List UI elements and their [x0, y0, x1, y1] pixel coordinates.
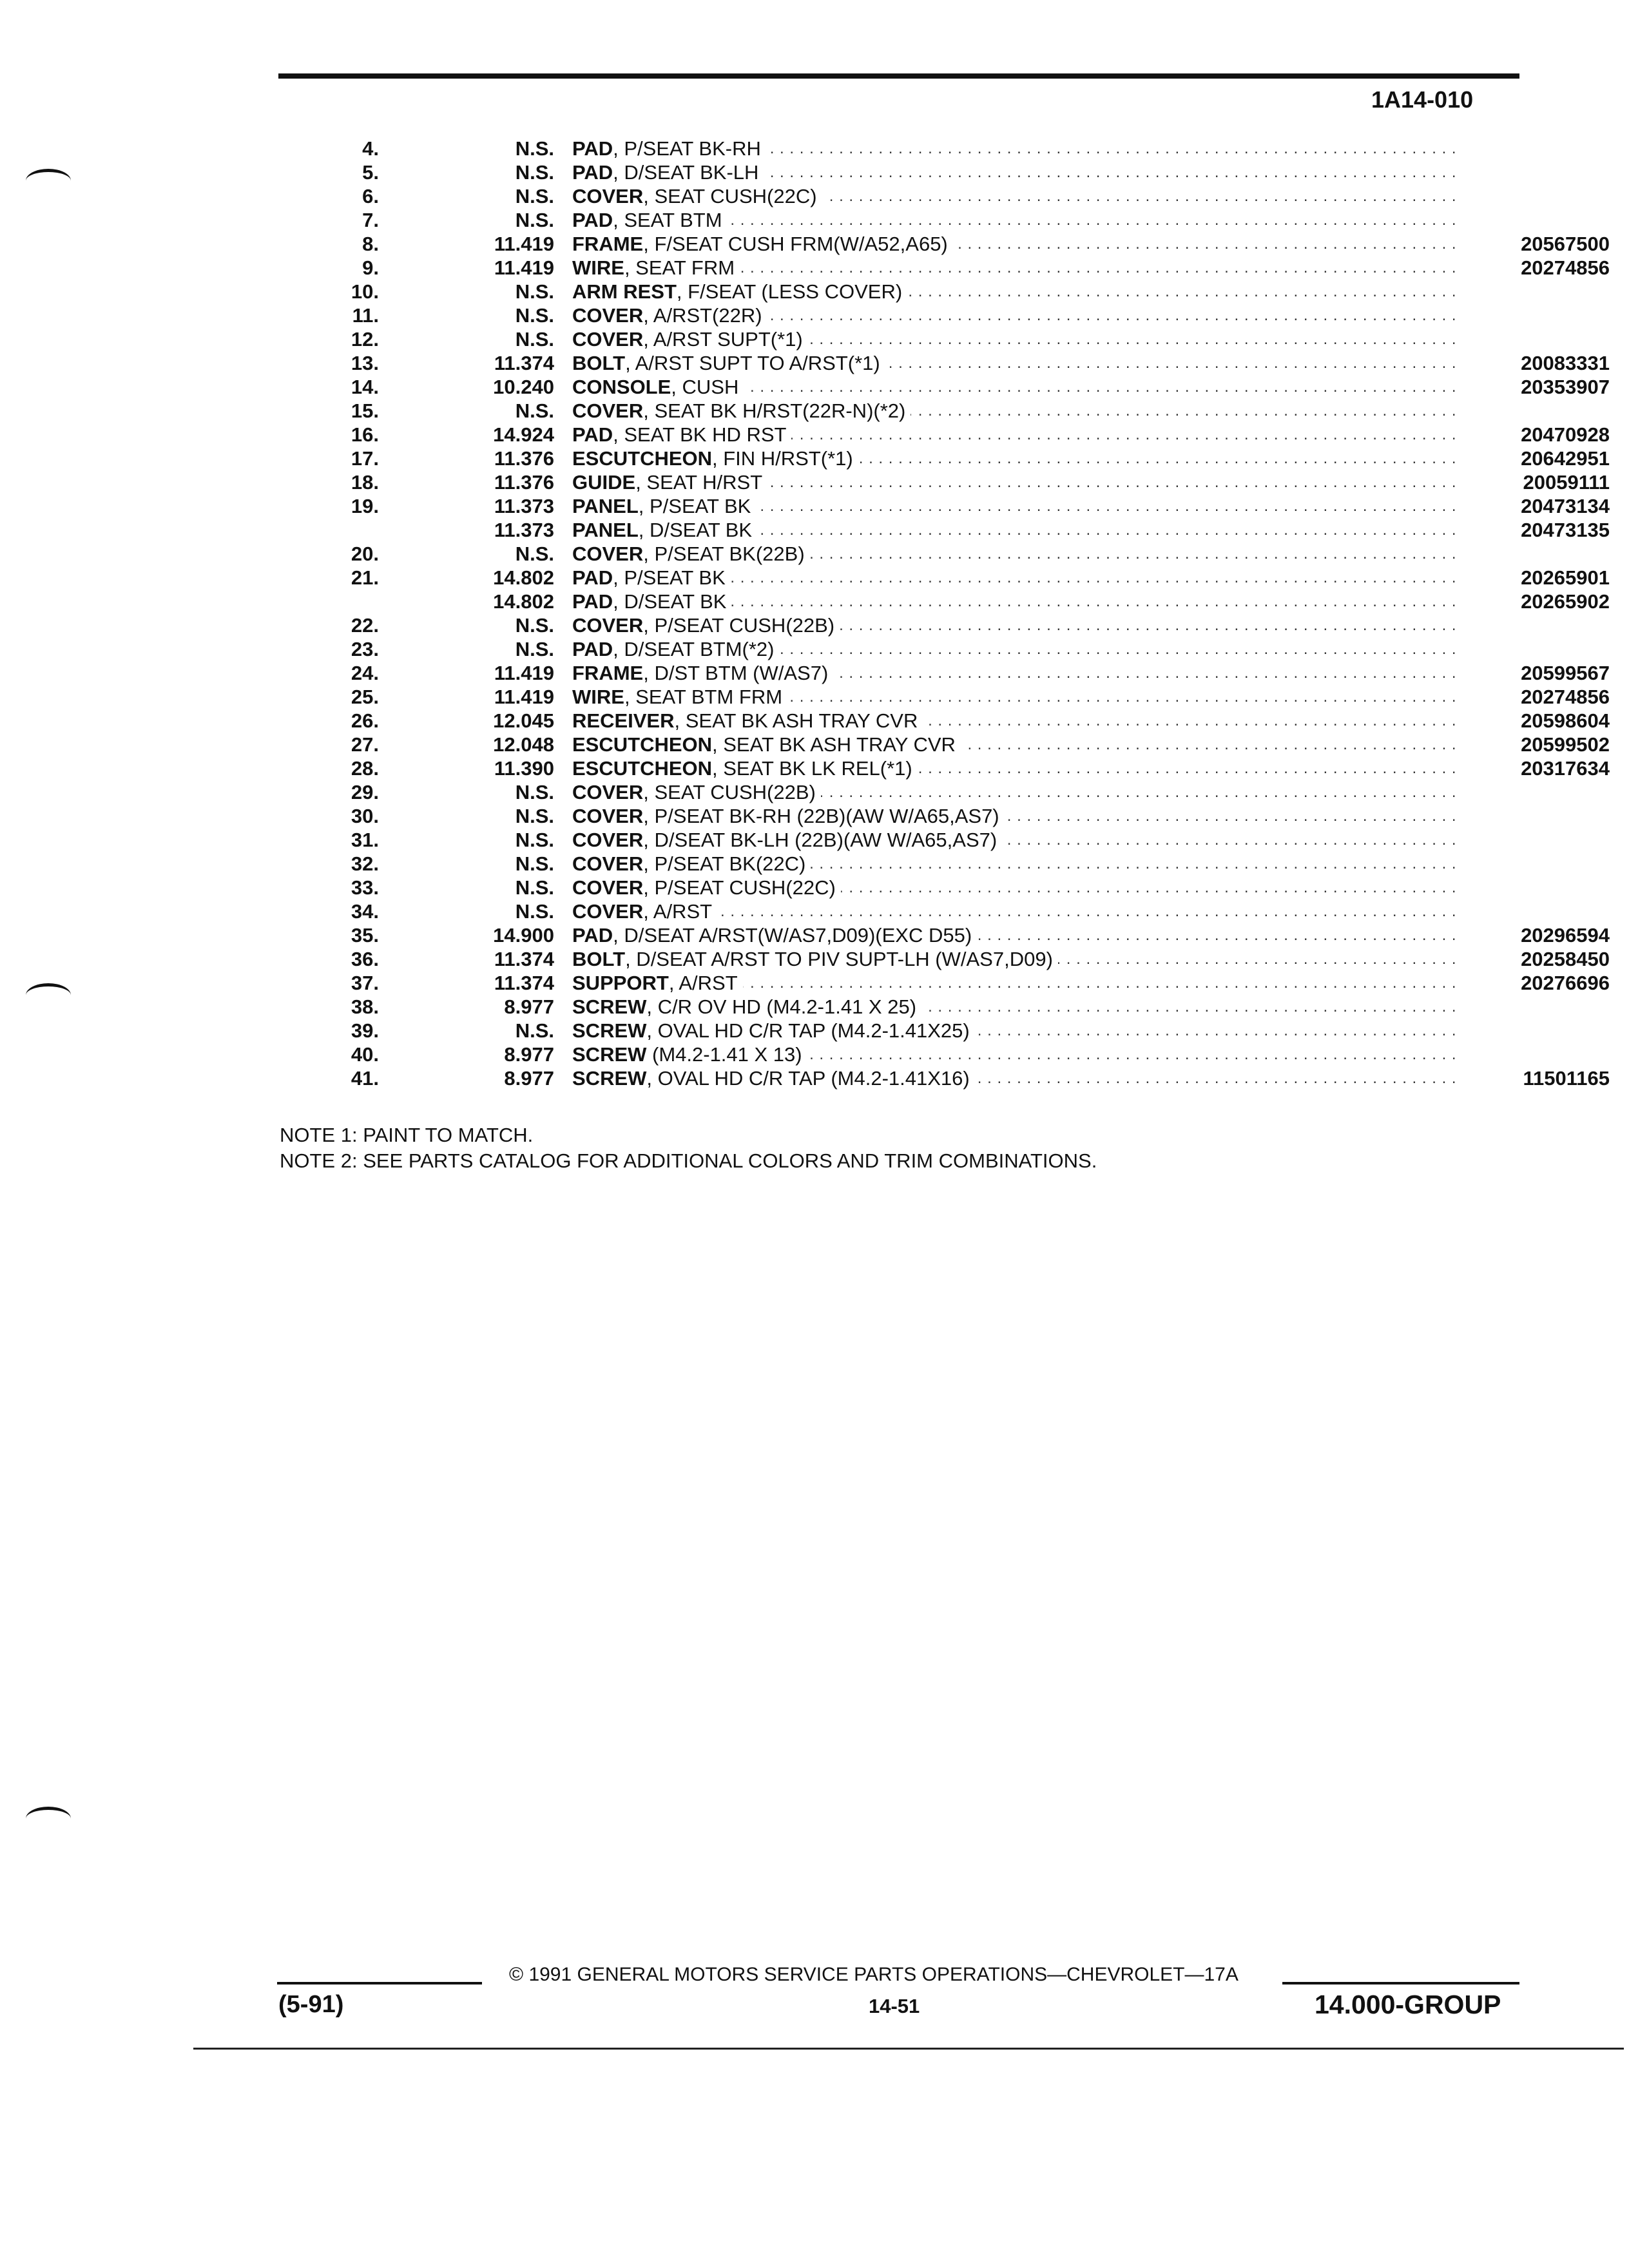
item-number: 37. [351, 972, 379, 994]
part-description [572, 733, 1461, 756]
part-description [572, 828, 1461, 852]
part-description [572, 184, 1461, 208]
part-detail: , SEAT H/RST [635, 471, 763, 494]
part-number: 20599502 [1521, 733, 1610, 756]
group-number: 8.977 [504, 995, 554, 1018]
date-code: (5-91) [278, 1991, 344, 2018]
part-name: PAD [572, 423, 613, 446]
part-detail: , SEAT BK H/RST(22R-N)(*2) [643, 399, 906, 422]
group-number: 12.045 [493, 709, 554, 732]
part-number: 20473134 [1521, 495, 1610, 517]
part-name: SCREW [572, 1067, 647, 1090]
group-number: N.S. [515, 638, 554, 660]
part-detail: , A/RST [643, 900, 713, 923]
part-number: 20598604 [1521, 709, 1610, 732]
part-number: 20353907 [1521, 376, 1610, 398]
footer-rule-right [1282, 1982, 1519, 1984]
part-row [303, 804, 1527, 828]
item-number: 16. [351, 423, 379, 446]
part-detail: , OVAL HD C/R TAP (M4.2-1.41X25) [646, 1019, 970, 1042]
item-number: 8. [362, 233, 379, 255]
part-name: ESCUTCHEON [572, 757, 713, 780]
part-number: 20265902 [1521, 590, 1610, 613]
part-number: 20265901 [1521, 566, 1610, 589]
part-description [572, 1019, 1461, 1043]
item-number: 35. [351, 924, 379, 947]
part-row [303, 1019, 1527, 1043]
item-number: 11. [352, 304, 379, 327]
part-row [303, 852, 1527, 876]
part-description [572, 375, 1461, 399]
item-number: 36. [351, 948, 379, 970]
part-detail: , A/RST(22R) [643, 304, 762, 327]
part-detail: , P/SEAT CUSH(22C) [643, 876, 836, 899]
item-number: 10. [351, 280, 379, 303]
part-name: ESCUTCHEON [572, 733, 713, 756]
part-number: 20276696 [1521, 972, 1610, 994]
group-number: 14.802 [493, 566, 554, 589]
part-description [572, 685, 1461, 709]
binder-hole-mark [26, 1807, 71, 1831]
part-row [303, 232, 1610, 256]
part-description [572, 852, 1461, 876]
item-number: 27. [351, 733, 379, 756]
part-number: 11501165 [1523, 1067, 1610, 1090]
part-name: PAD [572, 566, 613, 589]
part-row [303, 590, 1610, 613]
part-description [572, 923, 1461, 947]
part-name: CONSOLE [572, 376, 671, 398]
part-row [303, 828, 1527, 852]
part-name: COVER [572, 328, 644, 351]
part-row [303, 613, 1527, 637]
part-row [303, 899, 1527, 923]
part-detail: , A/RST SUPT(*1) [643, 328, 803, 351]
item-number: 32. [351, 852, 379, 875]
part-description [572, 494, 1461, 518]
item-number: 38. [351, 995, 379, 1018]
part-row [303, 661, 1610, 685]
note-1: NOTE 1: PAINT TO MATCH. [280, 1124, 534, 1146]
part-row [303, 923, 1610, 947]
part-name: COVER [572, 900, 644, 923]
part-description [572, 661, 1461, 685]
item-number: 12. [351, 328, 379, 351]
part-detail: , D/SEAT BK-LH [613, 161, 759, 184]
item-number: 6. [362, 185, 379, 207]
part-detail: , SEAT BK LK REL(*1) [712, 757, 912, 780]
part-name: FRAME [572, 662, 644, 684]
group-number: 11.419 [494, 686, 554, 708]
part-name: PAD [572, 590, 613, 613]
part-description [572, 518, 1461, 542]
part-name: COVER [572, 852, 644, 875]
bottom-rule [193, 2048, 1624, 2050]
group-number: 14.802 [493, 590, 554, 613]
part-row [303, 160, 1527, 184]
part-row [303, 733, 1610, 756]
page-id: 1A14-010 [1371, 86, 1474, 113]
item-number: 18. [351, 471, 379, 494]
part-detail: , P/SEAT BK [613, 566, 726, 589]
part-detail: , SEAT CUSH(22C) [643, 185, 817, 207]
part-number: 20258450 [1521, 948, 1610, 970]
part-detail: , P/SEAT BK-RH (22B)(AW W/A65,AS7) [643, 805, 999, 827]
part-row [303, 566, 1610, 590]
group-number: N.S. [515, 543, 554, 565]
group-number: 11.419 [494, 256, 554, 279]
group-number: 11.419 [494, 662, 554, 684]
part-row [303, 137, 1527, 160]
part-detail: , F/SEAT CUSH FRM(W/A52,A65) [643, 233, 948, 255]
parts-list [303, 137, 1610, 1090]
part-row [303, 542, 1527, 566]
part-description [572, 899, 1461, 923]
part-row [303, 351, 1610, 375]
part-number: 20599567 [1521, 662, 1610, 684]
part-row [303, 1043, 1527, 1066]
part-detail: , P/SEAT BK [638, 495, 751, 517]
part-description [572, 280, 1461, 303]
part-name: WIRE [572, 256, 624, 279]
part-description [572, 351, 1461, 375]
part-name: SCREW [572, 1043, 647, 1066]
part-detail: , A/RST [668, 972, 738, 994]
item-number: 4. [362, 137, 379, 160]
part-row [303, 184, 1527, 208]
part-name: SCREW [572, 995, 647, 1018]
part-detail: , D/SEAT BK-LH (22B)(AW W/A65,AS7) [643, 829, 998, 851]
item-number: 19. [351, 495, 379, 517]
note-2: NOTE 2: SEE PARTS CATALOG FOR ADDITIONAL COLORS AND TRIM COMBINATIONS. [280, 1149, 1097, 1172]
group-number: N.S. [515, 1019, 554, 1042]
part-detail: , D/SEAT BTM(*2) [613, 638, 775, 660]
part-row [303, 756, 1610, 780]
part-description [572, 137, 1461, 160]
part-name: PANEL [572, 495, 639, 517]
part-row [303, 208, 1527, 232]
part-row [303, 447, 1610, 470]
part-description [572, 423, 1461, 447]
part-number: 20059111 [1523, 471, 1610, 494]
part-detail: , SEAT FRM [624, 256, 735, 279]
part-number: 20274856 [1521, 256, 1610, 279]
item-number: 13. [351, 352, 379, 374]
binder-hole-mark [26, 169, 71, 193]
group-number: N.S. [515, 137, 554, 160]
part-detail: (M4.2-1.41 X 13) [646, 1043, 802, 1066]
part-detail: , D/SEAT A/RST(W/AS7,D09)(EXC D55) [613, 924, 972, 947]
group-number: N.S. [515, 399, 554, 422]
part-row [303, 709, 1610, 733]
group-number: 11.374 [494, 948, 554, 970]
part-name: BOLT [572, 352, 626, 374]
part-row [303, 280, 1527, 303]
item-number: 31. [351, 829, 379, 851]
part-row [303, 876, 1527, 899]
part-row [303, 423, 1610, 447]
part-row [303, 780, 1527, 804]
item-number: 9. [362, 256, 379, 279]
group-number: N.S. [515, 852, 554, 875]
part-name: PAD [572, 137, 613, 160]
part-detail: , OVAL HD C/R TAP (M4.2-1.41X16) [646, 1067, 970, 1090]
part-description [572, 470, 1461, 494]
part-description [572, 327, 1461, 351]
group-number: N.S. [515, 280, 554, 303]
part-row [303, 303, 1527, 327]
part-name: ARM REST [572, 280, 677, 303]
part-name: COVER [572, 399, 644, 422]
part-name: COVER [572, 876, 644, 899]
group-number: N.S. [515, 805, 554, 827]
group-number: 11.374 [494, 352, 554, 374]
part-description [572, 780, 1461, 804]
item-number: 14. [351, 376, 379, 398]
group-number: N.S. [515, 876, 554, 899]
part-number: 20567500 [1521, 233, 1610, 255]
part-description [572, 447, 1461, 470]
group-number: N.S. [515, 900, 554, 923]
part-name: COVER [572, 304, 644, 327]
part-row [303, 995, 1527, 1019]
part-name: GUIDE [572, 471, 636, 494]
part-description [572, 232, 1461, 256]
part-row [303, 637, 1527, 661]
group-code: 14.000-GROUP [1315, 1990, 1501, 2019]
item-number: 20. [351, 543, 379, 565]
part-row [303, 375, 1610, 399]
part-description [572, 160, 1461, 184]
part-name: PAD [572, 924, 613, 947]
item-number: 23. [351, 638, 379, 660]
part-row [303, 1066, 1610, 1090]
part-detail: , SEAT BK ASH TRAY CVR [674, 709, 918, 732]
part-detail: , SEAT BTM FRM [624, 686, 783, 708]
part-number: 20296594 [1521, 924, 1610, 947]
group-number: 11.419 [494, 233, 554, 255]
part-detail: , D/SEAT A/RST TO PIV SUPT-LH (W/AS7,D09) [625, 948, 1053, 970]
part-description [572, 995, 1461, 1019]
group-number: N.S. [515, 614, 554, 637]
group-number: 11.373 [494, 519, 554, 541]
part-name: BOLT [572, 948, 626, 970]
part-row [303, 470, 1610, 494]
part-detail: , D/SEAT BK [638, 519, 753, 541]
part-detail: , SEAT BTM [613, 209, 722, 231]
copyright-line: © 1991 GENERAL MOTORS SERVICE PARTS OPERATIONS—CHEVROLET—17A [509, 1964, 1239, 1985]
part-number: 20274856 [1521, 686, 1610, 708]
part-description [572, 590, 1461, 613]
part-number: 20317634 [1521, 757, 1610, 780]
group-number: N.S. [515, 209, 554, 231]
group-number: 11.376 [494, 447, 554, 470]
binder-hole-mark [26, 983, 71, 1007]
part-row [303, 327, 1527, 351]
part-name: COVER [572, 614, 644, 637]
item-number: 17. [351, 447, 379, 470]
item-number: 26. [351, 709, 379, 732]
footer-rule-left [277, 1982, 482, 1984]
part-description [572, 804, 1461, 828]
page-number: 14-51 [869, 1995, 920, 2017]
group-number: 10.240 [493, 376, 554, 398]
group-number: N.S. [515, 781, 554, 803]
item-number: 21. [351, 566, 379, 589]
group-number: N.S. [515, 829, 554, 851]
part-description [572, 208, 1461, 232]
part-description [572, 971, 1461, 995]
part-name: PAD [572, 638, 613, 660]
part-detail: , FIN H/RST(*1) [712, 447, 853, 470]
group-number: 8.977 [504, 1067, 554, 1090]
item-number: 39. [351, 1019, 379, 1042]
part-row [303, 256, 1610, 280]
part-description [572, 399, 1461, 423]
part-description [572, 613, 1461, 637]
part-detail: , CUSH [671, 376, 739, 398]
item-number: 24. [351, 662, 379, 684]
part-name: COVER [572, 781, 644, 803]
part-name: COVER [572, 543, 644, 565]
part-row [303, 971, 1610, 995]
part-name: RECEIVER [572, 709, 675, 732]
part-detail: , C/R OV HD (M4.2-1.41 X 25) [646, 995, 917, 1018]
item-number: 40. [351, 1043, 379, 1066]
group-number: N.S. [515, 185, 554, 207]
part-detail: , SEAT BK ASH TRAY CVR [712, 733, 956, 756]
item-number: 33. [351, 876, 379, 899]
part-row [303, 947, 1610, 971]
part-name: PAD [572, 209, 613, 231]
part-description [572, 876, 1461, 899]
item-number: 41. [351, 1067, 379, 1090]
part-name: SUPPORT [572, 972, 669, 994]
part-description [572, 256, 1461, 280]
group-number: 14.900 [493, 924, 554, 947]
part-name: PAD [572, 161, 613, 184]
item-number: 15. [351, 399, 379, 422]
part-row [303, 685, 1610, 709]
part-description [572, 1066, 1461, 1090]
part-number: 20642951 [1521, 447, 1610, 470]
top-rule [278, 73, 1519, 79]
item-number: 7. [362, 209, 379, 231]
part-name: COVER [572, 185, 644, 207]
part-row [303, 518, 1610, 542]
item-number: 28. [351, 757, 379, 780]
part-detail: , F/SEAT (LESS COVER) [676, 280, 903, 303]
item-number: 30. [351, 805, 379, 827]
item-number: 29. [351, 781, 379, 803]
group-number: 12.048 [493, 733, 554, 756]
part-name: WIRE [572, 686, 624, 708]
part-number: 20470928 [1521, 423, 1610, 446]
item-number: 22. [351, 614, 379, 637]
group-number: N.S. [515, 304, 554, 327]
part-description [572, 709, 1461, 733]
part-number: 20083331 [1521, 352, 1610, 374]
part-detail: , P/SEAT BK-RH [613, 137, 761, 160]
part-detail: , A/RST SUPT TO A/RST(*1) [625, 352, 880, 374]
group-number: N.S. [515, 161, 554, 184]
part-description [572, 303, 1461, 327]
part-description [572, 947, 1461, 971]
group-number: 8.977 [504, 1043, 554, 1066]
group-number: 11.376 [494, 471, 554, 494]
part-detail: , D/ST BTM (W/AS7) [643, 662, 829, 684]
part-name: ESCUTCHEON [572, 447, 713, 470]
group-number: 11.390 [494, 757, 554, 780]
part-number: 20473135 [1521, 519, 1610, 541]
part-detail: , P/SEAT BK(22B) [643, 543, 805, 565]
group-number: N.S. [515, 328, 554, 351]
group-number: 11.373 [494, 495, 554, 517]
item-number: 34. [351, 900, 379, 923]
part-detail: , P/SEAT CUSH(22B) [643, 614, 835, 637]
part-row [303, 399, 1527, 423]
part-name: COVER [572, 829, 644, 851]
part-name: SCREW [572, 1019, 647, 1042]
part-detail: , P/SEAT BK(22C) [643, 852, 806, 875]
part-detail: , SEAT CUSH(22B) [643, 781, 816, 803]
item-number: 25. [351, 686, 379, 708]
part-detail: , SEAT BK HD RST [613, 423, 787, 446]
part-detail: , D/SEAT BK [613, 590, 727, 613]
group-number: 14.924 [493, 423, 554, 446]
part-description [572, 542, 1461, 566]
part-row [303, 494, 1610, 518]
part-name: PANEL [572, 519, 639, 541]
part-name: FRAME [572, 233, 644, 255]
notes [280, 1122, 1097, 1174]
part-description [572, 637, 1461, 661]
part-name: COVER [572, 805, 644, 827]
part-description [572, 1043, 1461, 1066]
part-description [572, 756, 1461, 780]
group-number: 11.374 [494, 972, 554, 994]
part-description [572, 566, 1461, 590]
item-number: 5. [362, 161, 379, 184]
